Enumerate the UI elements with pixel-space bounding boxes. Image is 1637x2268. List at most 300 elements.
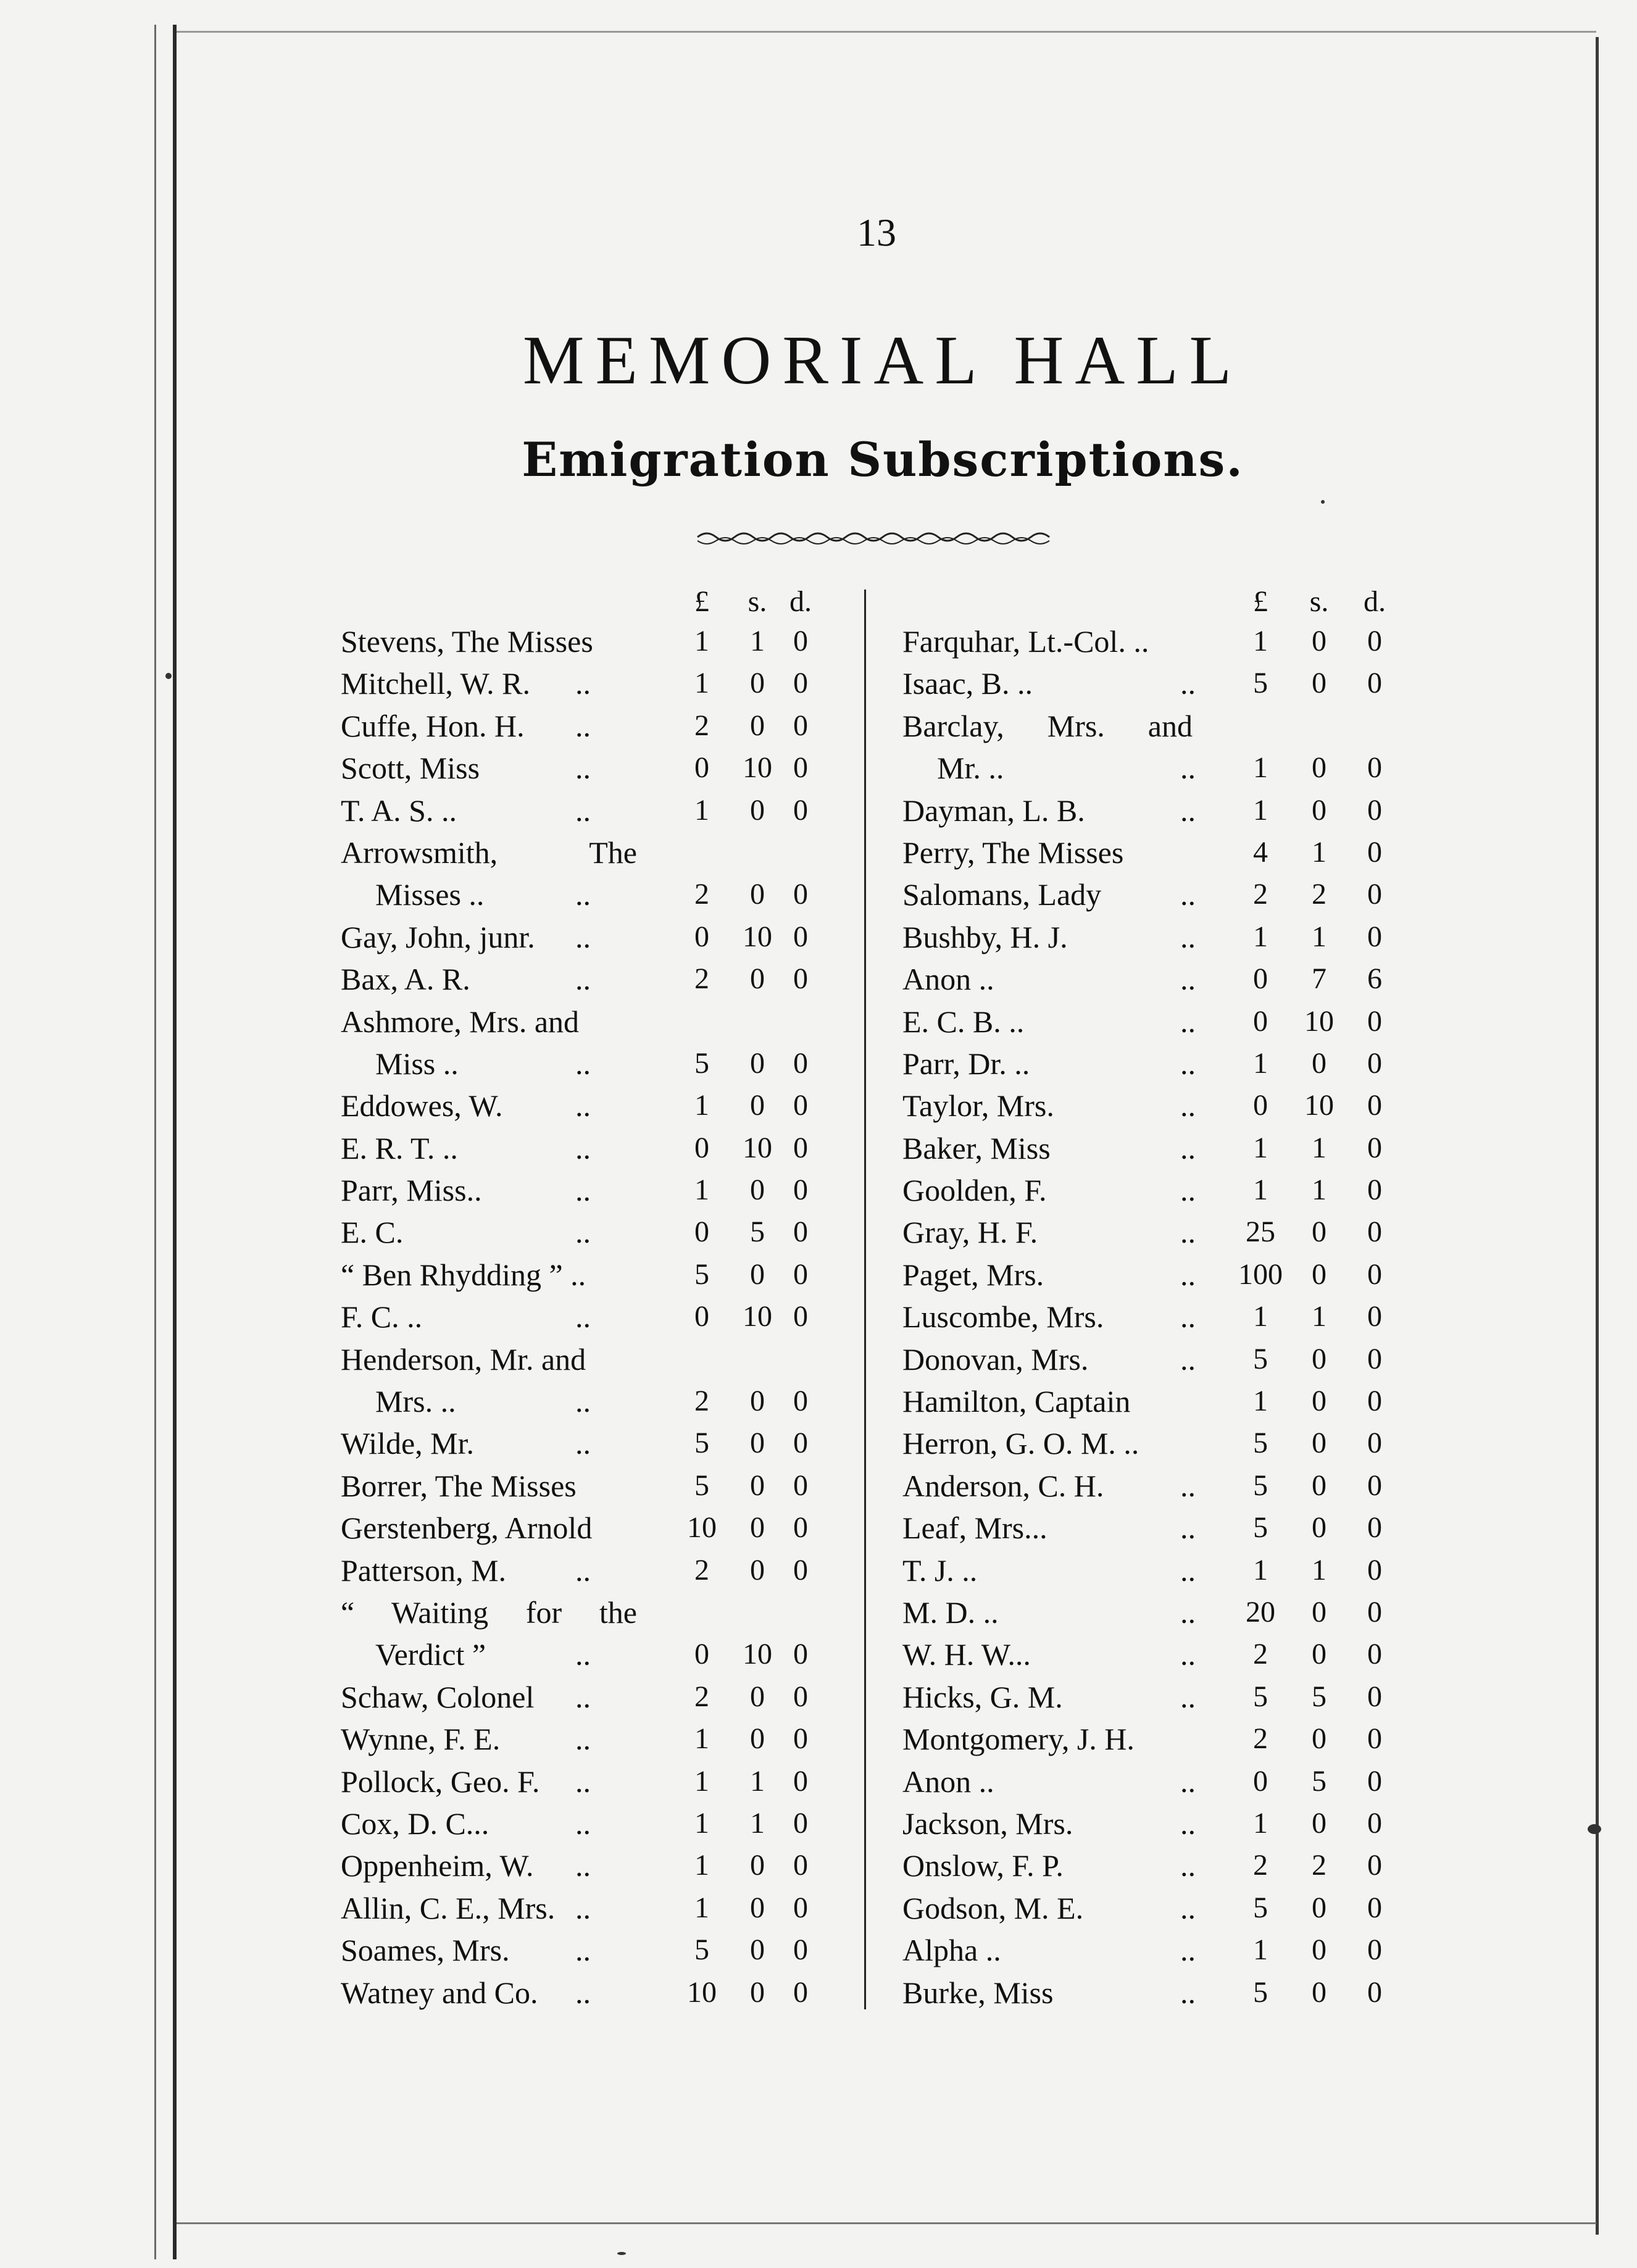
subscriber-name: Verdict ”	[375, 1637, 486, 1672]
subscription-row	[902, 1043, 1402, 1085]
pence-amount: 0	[1367, 1638, 1382, 1671]
pounds-amount: 2	[1253, 1849, 1268, 1882]
pounds-amount: 5	[694, 1046, 709, 1080]
pence-amount: 0	[1367, 1722, 1382, 1756]
pounds-amount: 2	[1253, 1722, 1268, 1756]
shillings-amount: 0	[750, 793, 765, 827]
shillings-amount: 0	[1312, 1342, 1327, 1375]
shillings-amount: 0	[1312, 1638, 1327, 1671]
leader-dots: ..	[575, 1553, 591, 1588]
subscription-row	[341, 1633, 828, 1675]
subscriber-name: Parr, Miss..	[341, 1173, 482, 1208]
pounds-amount: 5	[1253, 1427, 1268, 1460]
pounds-amount: 1	[694, 793, 709, 827]
shillings-amount: 0	[750, 1975, 765, 2009]
pounds-amount: 5	[1253, 1469, 1268, 1502]
pence-amount: 0	[793, 1300, 808, 1333]
pence-amount: 0	[1367, 878, 1382, 911]
page-bottom-edge	[177, 2222, 1596, 2224]
pence-amount: 0	[793, 1215, 808, 1249]
subscription-row	[341, 1887, 828, 1929]
leader-dots: ..	[1180, 1468, 1196, 1503]
subscriber-name: T. J. ..	[902, 1553, 978, 1588]
subscriber-name: Henderson, Mr. and	[341, 1341, 586, 1377]
leader-dots: ..	[1180, 1257, 1196, 1292]
pence-amount: 0	[1367, 835, 1382, 869]
shillings-amount: 0	[750, 1680, 765, 1713]
subscriber-name: Misses ..	[375, 877, 485, 912]
currency-header	[902, 583, 1402, 620]
left-column	[341, 583, 828, 2014]
shillings-amount: 1	[1312, 835, 1327, 869]
pounds-amount: 1	[694, 1891, 709, 1924]
shillings-amount: 0	[750, 1089, 765, 1122]
subscriber-name: Godson, M. E.	[902, 1890, 1084, 1925]
pounds-amount: 5	[1253, 1680, 1268, 1713]
pounds-amount: 1	[1253, 1385, 1268, 1418]
subscriber-name: Pollock, Geo. F.	[341, 1764, 540, 1799]
subscription-row	[902, 1718, 1402, 1760]
subscriber-name: Anon ..	[902, 962, 994, 997]
pounds-header: £	[694, 585, 709, 618]
subscription-row	[341, 1761, 828, 1803]
subscription-row	[902, 1211, 1402, 1253]
pounds-amount: 5	[1253, 1511, 1268, 1545]
leader-dots: ..	[1180, 793, 1196, 828]
page-right-edge	[1596, 37, 1599, 2235]
subscription-row	[902, 873, 1402, 915]
subscription-row	[902, 1845, 1402, 1887]
shillings-amount: 0	[1312, 793, 1327, 827]
pence-amount: 0	[1367, 1680, 1382, 1713]
subscription-row	[341, 1169, 828, 1211]
pence-amount: 0	[793, 793, 808, 827]
leader-dots: ..	[1180, 1088, 1196, 1124]
pence-amount: 0	[1367, 1174, 1382, 1207]
leader-dots: ..	[575, 1046, 591, 1081]
pounds-amount: 2	[694, 1553, 709, 1586]
subscriber-name: Mrs. ..	[375, 1384, 456, 1419]
subscription-row	[902, 1972, 1402, 2014]
subscription-row	[902, 1465, 1402, 1507]
subscription-row	[341, 1676, 828, 1718]
pence-amount: 0	[1367, 1257, 1382, 1291]
subscription-row	[341, 790, 828, 832]
previous-page-edge	[154, 25, 156, 2259]
subscriber-name: Onslow, F. P.	[902, 1848, 1064, 1883]
subscriber-name: Hicks, G. M.	[902, 1679, 1063, 1714]
subscriber-name: Parr, Dr. ..	[902, 1046, 1030, 1081]
pence-amount: 0	[1367, 1046, 1382, 1080]
leader-dots: ..	[1180, 1637, 1196, 1672]
subscriber-name: “ Ben Rhydding ” ..	[341, 1257, 586, 1292]
subscription-row	[341, 1929, 828, 1971]
subscription-row	[902, 1001, 1402, 1043]
shillings-amount: 1	[750, 625, 765, 657]
shillings-amount: 1	[1312, 1300, 1327, 1333]
leader-dots: ..	[575, 962, 591, 997]
leader-dots: ..	[1180, 1004, 1196, 1039]
shillings-amount: 0	[750, 1469, 765, 1502]
pence-amount: 0	[793, 1849, 808, 1882]
leader-dots: ..	[575, 708, 591, 743]
pounds-amount: 0	[1253, 1764, 1268, 1798]
shillings-amount: 5	[1312, 1680, 1327, 1713]
subscriber-name: Patterson, M.	[341, 1553, 507, 1588]
subscription-row	[902, 1507, 1402, 1549]
pence-amount: 0	[1367, 1511, 1382, 1545]
pounds-amount: 5	[1253, 1975, 1268, 2009]
pence-amount: 0	[1367, 1891, 1382, 1924]
subscription-row	[902, 1254, 1402, 1296]
pence-amount: 0	[1367, 1469, 1382, 1502]
pounds-amount: 0	[694, 920, 709, 953]
pounds-amount: 10	[687, 1511, 717, 1545]
shillings-amount: 0	[750, 1046, 765, 1080]
pence-amount: 0	[1367, 1215, 1382, 1249]
leader-dots: ..	[1180, 877, 1196, 912]
pence-amount: 0	[1367, 751, 1382, 785]
shillings-amount: 0	[750, 1722, 765, 1756]
subscriber-name: Borrer, The Misses	[341, 1468, 577, 1503]
subscription-row	[341, 1338, 828, 1380]
leader-dots: ..	[1180, 1511, 1196, 1546]
pounds-amount: 2	[694, 878, 709, 911]
subscriber-name: Montgomery, J. H.	[902, 1722, 1135, 1757]
subscriber-name: F. C. ..	[341, 1299, 423, 1335]
pence-amount: 0	[793, 1046, 808, 1080]
leader-dots: ..	[1180, 1975, 1196, 2010]
subscriber-name: Miss ..	[375, 1046, 459, 1081]
subscriber-name: Bax, A. R.	[341, 962, 470, 997]
shillings-amount: 0	[1312, 1975, 1327, 2009]
page-spine-edge	[173, 25, 177, 2259]
pence-amount: 0	[1367, 1806, 1382, 1840]
leader-dots: ..	[575, 877, 591, 912]
pounds-amount: 1	[1253, 1174, 1268, 1207]
subscriber-name: T. A. S. ..	[341, 793, 457, 828]
subscriber-name: Barclay, Mrs. and	[902, 708, 1193, 743]
subscription-row	[902, 790, 1402, 832]
subscriber-name: Donovan, Mrs.	[902, 1341, 1089, 1377]
subscriber-name: Taylor, Mrs.	[902, 1088, 1054, 1124]
subscriber-name: Paget, Mrs.	[902, 1257, 1044, 1292]
subscription-row	[902, 1761, 1402, 1803]
pence-amount: 0	[793, 1806, 808, 1840]
pounds-amount: 1	[1253, 793, 1268, 827]
leader-dots: ..	[575, 1764, 591, 1799]
shillings-amount: 10	[1304, 1004, 1334, 1038]
subscription-row	[902, 916, 1402, 958]
pounds-amount: 0	[694, 1215, 709, 1249]
shillings-amount: 10	[1304, 1089, 1334, 1122]
pence-header: d.	[1364, 585, 1386, 618]
ornamental-rule	[691, 525, 1062, 549]
shillings-amount: 0	[1312, 1469, 1327, 1502]
subscriber-name: Mr. ..	[937, 751, 1004, 786]
pence-amount: 0	[793, 1553, 808, 1586]
pence-amount: 0	[1367, 920, 1382, 953]
leader-dots: ..	[1180, 1679, 1196, 1714]
subscriber-name: Perry, The Misses	[902, 835, 1124, 870]
pounds-amount: 5	[1253, 1891, 1268, 1924]
pence-amount: 0	[1367, 793, 1382, 827]
pence-amount: 0	[793, 1174, 808, 1207]
subscription-row	[341, 1001, 828, 1043]
subscriber-name: Dayman, L. B.	[902, 793, 1085, 828]
subscription-row	[902, 1296, 1402, 1338]
shillings-amount: 2	[1312, 1849, 1327, 1882]
subscription-row	[902, 958, 1402, 1000]
pence-amount: 0	[793, 1131, 808, 1164]
subscription-row	[341, 1422, 828, 1464]
subscriber-name: Hamilton, Captain	[902, 1384, 1131, 1419]
leader-dots: ..	[1180, 1046, 1196, 1081]
leader-dots: ..	[1180, 1806, 1196, 1841]
pounds-amount: 1	[1253, 1933, 1268, 1967]
pence-amount: 0	[1367, 1342, 1382, 1375]
leader-dots: ..	[575, 1890, 591, 1925]
pounds-amount: 2	[694, 709, 709, 742]
pence-amount: 0	[1367, 1300, 1382, 1333]
pounds-amount: 5	[694, 1469, 709, 1502]
subscription-row	[341, 1380, 828, 1422]
pence-header: d.	[789, 585, 812, 618]
scan-speck	[617, 2252, 626, 2255]
pence-amount: 0	[1367, 1933, 1382, 1967]
leader-dots: ..	[1180, 1933, 1196, 1968]
shillings-amount: 0	[1312, 1933, 1327, 1967]
subscription-row	[902, 705, 1402, 747]
shillings-amount: 0	[750, 1174, 765, 1207]
subscriber-name: Cuffe, Hon. H.	[341, 708, 525, 743]
leader-dots: ..	[575, 793, 591, 828]
shillings-amount: 0	[750, 1553, 765, 1586]
pounds-amount: 100	[1238, 1257, 1283, 1291]
subscriber-name: Baker, Miss	[902, 1130, 1051, 1165]
shillings-amount: 10	[743, 1300, 772, 1333]
subscription-row	[902, 1803, 1402, 1845]
subscription-row	[902, 747, 1402, 789]
pounds-amount: 1	[1253, 1046, 1268, 1080]
pence-amount: 0	[793, 920, 808, 953]
leader-dots: ..	[575, 1848, 591, 1883]
shillings-amount: 1	[1312, 1553, 1327, 1586]
pounds-amount: 1	[694, 1089, 709, 1122]
subscription-row	[341, 1803, 828, 1845]
pounds-amount: 1	[1253, 1300, 1268, 1333]
leader-dots: ..	[575, 751, 591, 786]
leader-dots: ..	[575, 1722, 591, 1757]
subscriber-name: Jackson, Mrs.	[902, 1806, 1073, 1841]
subscriber-name: Mitchell, W. R.	[341, 666, 530, 701]
subscription-row	[902, 1380, 1402, 1422]
pounds-amount: 5	[694, 1933, 709, 1967]
pounds-amount: 0	[1253, 962, 1268, 996]
subscriber-name: E. C. B. ..	[902, 1004, 1025, 1039]
pounds-amount: 0	[694, 1131, 709, 1164]
right-column	[902, 583, 1402, 2014]
subscription-row	[341, 1718, 828, 1760]
pence-amount: 0	[1367, 1385, 1382, 1418]
subscription-row	[902, 1929, 1402, 1971]
page-number: 13	[857, 211, 896, 254]
pounds-amount: 0	[1253, 1089, 1268, 1122]
pounds-amount: 2	[694, 962, 709, 996]
pence-amount: 0	[793, 1680, 808, 1713]
subscriber-name: Arrowsmith, The	[341, 835, 637, 870]
pence-amount: 6	[1367, 962, 1382, 996]
subscription-row	[902, 1169, 1402, 1211]
shillings-amount: 5	[1312, 1764, 1327, 1798]
scan-speck	[1588, 1824, 1601, 1834]
subscriber-name: Goolden, F.	[902, 1173, 1047, 1208]
subscription-row	[341, 662, 828, 704]
pounds-amount: 0	[1253, 1004, 1268, 1038]
subscriber-name: Anderson, C. H.	[902, 1468, 1104, 1503]
leader-dots: ..	[575, 1088, 591, 1124]
pounds-amount: 1	[1253, 920, 1268, 953]
subscriber-name: Scott, Miss	[341, 751, 480, 786]
pounds-amount: 1	[1253, 1806, 1268, 1840]
scan-speck	[1321, 500, 1325, 504]
scan-speck	[165, 673, 172, 679]
pounds-amount: 5	[694, 1427, 709, 1460]
leader-dots: ..	[575, 1130, 591, 1165]
subscriber-name: Alpha ..	[902, 1933, 1001, 1968]
shillings-amount: 0	[750, 1891, 765, 1924]
leader-dots: ..	[575, 1637, 591, 1672]
subscription-row	[341, 1507, 828, 1549]
shillings-amount: 1	[750, 1764, 765, 1798]
leader-dots: ..	[575, 919, 591, 954]
subscriber-name: Wynne, F. E.	[341, 1722, 501, 1757]
pence-amount: 0	[793, 1385, 808, 1418]
pence-amount: 0	[793, 1427, 808, 1460]
leader-dots: ..	[1180, 1341, 1196, 1377]
pounds-header: £	[1253, 585, 1268, 618]
subscription-row	[341, 705, 828, 747]
pounds-amount: 10	[687, 1975, 717, 2009]
leader-dots: ..	[575, 1299, 591, 1335]
shillings-amount: 0	[1312, 1806, 1327, 1840]
shillings-amount: 10	[743, 920, 772, 953]
leader-dots: ..	[575, 1384, 591, 1419]
subscriber-name: E. R. T. ..	[341, 1130, 458, 1165]
pounds-amount: 1	[694, 1806, 709, 1840]
shillings-amount: 1	[1312, 920, 1327, 953]
subscriber-name: Leaf, Mrs...	[902, 1511, 1048, 1546]
pounds-amount: 2	[694, 1385, 709, 1418]
subscriber-name: Oppenheim, W.	[341, 1848, 534, 1883]
pence-amount: 0	[1367, 1427, 1382, 1460]
pence-amount: 0	[1367, 625, 1382, 657]
shillings-amount: 0	[750, 709, 765, 742]
subscription-row	[341, 1085, 828, 1127]
pounds-amount: 1	[694, 1764, 709, 1798]
pounds-amount: 25	[1246, 1215, 1275, 1249]
pounds-amount: 5	[1253, 1342, 1268, 1375]
pence-amount: 0	[793, 962, 808, 996]
subscriber-name: Eddowes, W.	[341, 1088, 503, 1124]
subscriber-name: “ Waiting for the	[341, 1595, 637, 1630]
page-title: MEMORIAL HALL	[522, 322, 1243, 399]
subscription-row	[902, 1422, 1402, 1464]
shillings-amount: 0	[1312, 1891, 1327, 1924]
pounds-amount: 1	[1253, 1553, 1268, 1586]
shillings-amount: 0	[1312, 1046, 1327, 1080]
shillings-header: s.	[748, 585, 767, 618]
subscriber-name: Gay, John, junr.	[341, 919, 535, 954]
subscription-row	[902, 620, 1402, 662]
pence-amount: 0	[1367, 667, 1382, 700]
pounds-amount: 0	[694, 1300, 709, 1333]
pence-amount: 0	[793, 1722, 808, 1756]
pounds-amount: 5	[1253, 667, 1268, 700]
pence-amount: 0	[793, 1638, 808, 1671]
shillings-amount: 0	[750, 667, 765, 700]
leader-dots: ..	[1180, 666, 1196, 701]
shillings-amount: 5	[750, 1215, 765, 1249]
page-top-edge	[177, 31, 1596, 33]
pounds-amount: 1	[694, 1849, 709, 1882]
pence-amount: 0	[793, 1933, 808, 1967]
shillings-amount: 0	[1312, 751, 1327, 785]
pence-amount: 0	[793, 1764, 808, 1798]
subscription-row	[341, 1591, 828, 1633]
pence-amount: 0	[793, 667, 808, 700]
pence-amount: 0	[1367, 1553, 1382, 1586]
subscriber-name: Herron, G. O. M. ..	[902, 1426, 1139, 1461]
leader-dots: ..	[1180, 1553, 1196, 1588]
subscription-row	[341, 620, 828, 662]
shillings-amount: 0	[1312, 1215, 1327, 1249]
subscription-row	[341, 1211, 828, 1253]
subscription-row	[902, 832, 1402, 873]
pounds-amount: 1	[1253, 625, 1268, 657]
pence-amount: 0	[1367, 1595, 1382, 1628]
subscriber-name: Bushby, H. J.	[902, 919, 1068, 954]
leader-dots: ..	[1180, 1595, 1196, 1630]
shillings-amount: 0	[750, 1933, 765, 1967]
leader-dots: ..	[575, 1933, 591, 1968]
pounds-amount: 2	[1253, 878, 1268, 911]
subscription-row	[902, 1338, 1402, 1380]
subscription-row	[341, 1043, 828, 1085]
subscription-row	[902, 662, 1402, 704]
leader-dots: ..	[1180, 751, 1196, 786]
subscriber-name: Burke, Miss	[902, 1975, 1054, 2010]
subscription-row	[902, 1676, 1402, 1718]
pounds-amount: 1	[694, 667, 709, 700]
pounds-amount: 4	[1253, 835, 1268, 869]
pence-amount: 0	[793, 1511, 808, 1545]
subscriber-name: Stevens, The Misses	[341, 624, 593, 659]
subscription-row	[341, 916, 828, 958]
subscriber-name: Anon ..	[902, 1764, 994, 1799]
subscription-row	[341, 1296, 828, 1338]
pence-amount: 0	[1367, 1849, 1382, 1882]
leader-dots: ..	[1180, 1848, 1196, 1883]
pence-amount: 0	[1367, 1975, 1382, 2009]
shillings-amount: 0	[1312, 1511, 1327, 1545]
subscription-row	[341, 747, 828, 789]
leader-dots: ..	[575, 666, 591, 701]
pence-amount: 0	[1367, 1131, 1382, 1164]
pence-amount: 0	[793, 625, 808, 657]
shillings-amount: 0	[750, 1427, 765, 1460]
pence-amount: 0	[793, 1469, 808, 1502]
